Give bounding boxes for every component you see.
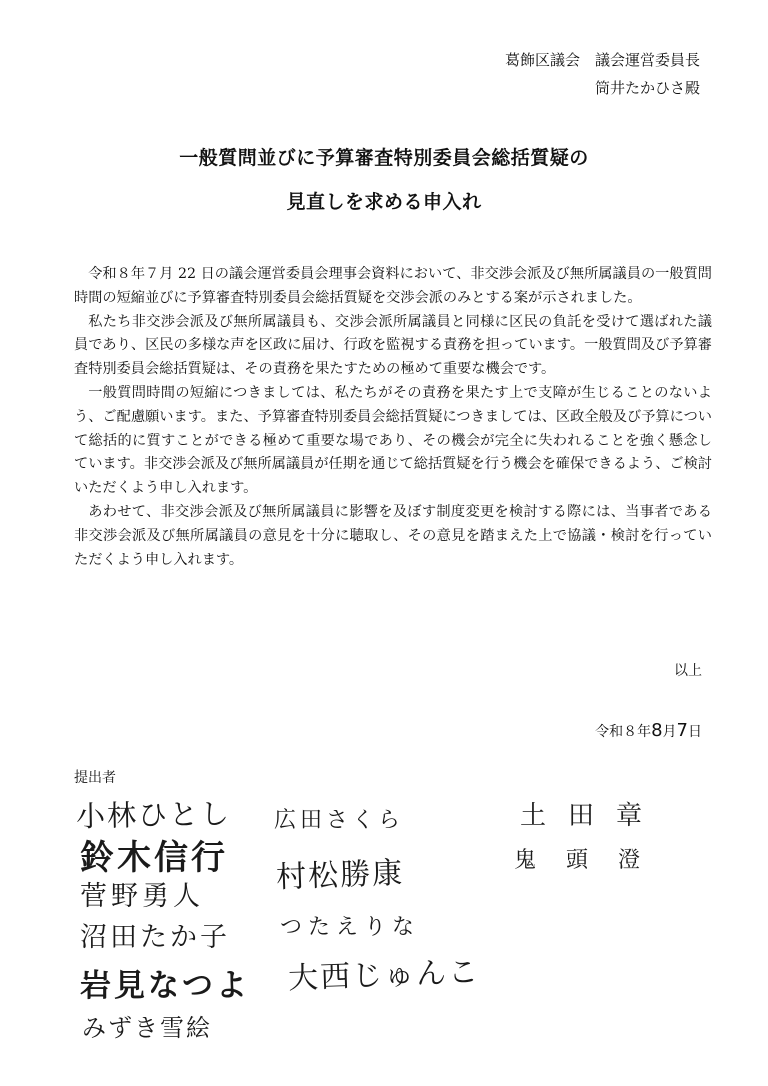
signature-onishi: 大西じゅんこ: [287, 954, 481, 997]
signature-muramatsu: 村松勝康: [275, 855, 405, 896]
date-month-suffix: 月: [662, 724, 677, 740]
closing-mark: 以上: [674, 663, 702, 679]
signature-numata: 沼田たか子: [80, 922, 230, 953]
date-era: 令和８年: [595, 724, 652, 740]
signature-kito: 鬼頭澄: [514, 848, 671, 873]
signature-tsuchida: 土田章: [520, 801, 665, 831]
signature-hirota: 広田さくら: [274, 808, 405, 833]
date-day-suffix: 日: [688, 724, 702, 740]
body-paragraph-1: 令和８年７月 22 日の議会運営委員会理事会資料において、非交渉会派及び無所属議員の一般質問時間の短縮並びに予算審査特別委員会総括質疑を交渉会派のみとする案が示されました。: [74, 266, 712, 306]
date-day: 7: [676, 720, 688, 741]
signature-sugano: 菅野勇人: [80, 881, 204, 912]
body-paragraph-2: 私たち非交渉会派及び無所属議員も、交渉会派所属議員と同様に区民の負託を受けて選ばれた議員であり、区民の多様な声を区政に届け、行政を監視する責務を担っています。一般質問及び予算審査特別委員会総括質疑は、その責務を果たすための極めて重要な機会です。: [74, 313, 712, 378]
signature-kobayashi: 小林ひとし: [75, 796, 232, 834]
signature-mizuki: みずき雪絵: [82, 1014, 212, 1042]
body-paragraph-3: 一般質問時間の短縮につきましては、私たちがその責務を果たす上で支障が生じることのないよう、ご配慮願います。また、予算審査特別委員会総括質疑につきましては、区政全般及び予算について総括的に質すことができる極めて重要な場であり、その機会が完全に失われることを強く懸念しています。非交渉会派及び無所属議員が任期を通じて総括質疑を行う機会を確保できるよう、ご検討いただくよう申し入れます。: [74, 384, 712, 497]
body-paragraph-4: あわせて、非交渉会派及び無所属議員に影響を及ぼす制度変更を検討する際には、当事者である非交渉会派及び無所属議員の意見を十分に聴取し、その意見を踏まえた上で協議・検討を行っていただくよう申し入れます。: [74, 503, 712, 568]
document-title-line1: 一般質問並びに予算審査特別委員会総括質疑の: [179, 147, 589, 169]
signature-tsuta: つたえりな: [280, 915, 421, 940]
submitters-label: 提出者: [74, 770, 116, 786]
addressee-name: 筒井たかひさ殿: [594, 79, 700, 97]
document-body: [74, 263, 712, 572]
addressee: [505, 46, 700, 102]
addressee-organization: 葛飾区議会 議会運営委員長: [504, 51, 700, 69]
document-title-line2: 見直しを求める申入れ: [286, 191, 482, 213]
signature-iwami: 岩見なつよ: [80, 968, 250, 1004]
signature-suzuki: 鈴木信行: [80, 838, 228, 878]
document-date: [595, 720, 702, 741]
date-month: 8: [651, 720, 663, 741]
